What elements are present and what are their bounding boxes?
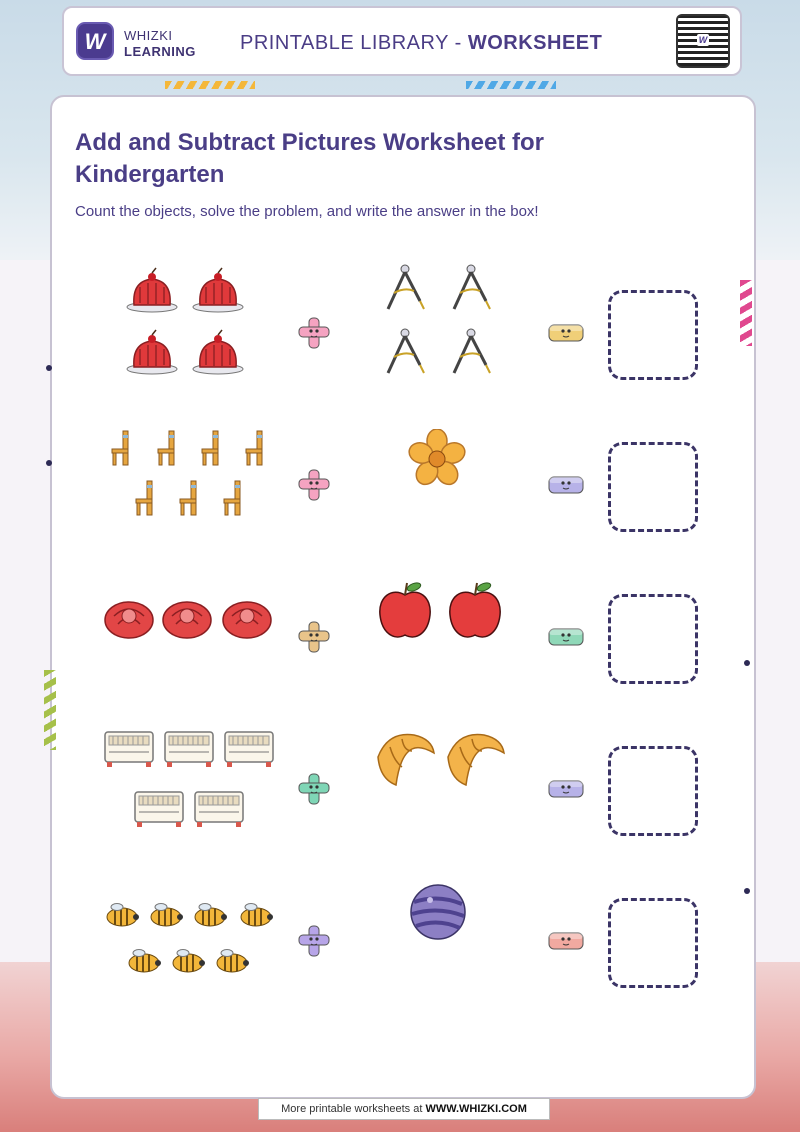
answer-box[interactable] bbox=[608, 290, 698, 380]
problem-row bbox=[100, 572, 710, 702]
plus-sign-icon bbox=[294, 313, 334, 353]
equals-sign-icon bbox=[546, 313, 586, 353]
heater-icon bbox=[194, 790, 244, 835]
jelly-pudding-icon bbox=[192, 267, 244, 318]
bee-icon bbox=[126, 948, 162, 981]
worksheet-instructions: Count the objects, solve the problem, and write the answer in the box! bbox=[75, 203, 539, 220]
footer-url: WWW.WHIZKI.COM bbox=[425, 1103, 527, 1115]
jelly-pudding-icon bbox=[126, 329, 178, 380]
problem-row bbox=[100, 420, 710, 550]
decor-stripe-blue bbox=[466, 81, 556, 89]
croissant-icon bbox=[374, 727, 436, 794]
chair-icon bbox=[244, 429, 266, 472]
heater-icon bbox=[224, 730, 274, 775]
decor-pin bbox=[744, 660, 750, 666]
decor-pin bbox=[46, 460, 52, 466]
compass-icon bbox=[446, 263, 496, 318]
croissant-icon bbox=[444, 727, 506, 794]
footer-text: More printable worksheets at bbox=[281, 1103, 426, 1115]
jelly-pudding-icon bbox=[126, 267, 178, 318]
compass-icon bbox=[380, 263, 430, 318]
chair-icon bbox=[200, 429, 222, 472]
brand-name: WHIZKI bbox=[124, 28, 173, 43]
bee-icon bbox=[238, 902, 274, 935]
problem-row bbox=[100, 876, 710, 1006]
header-prefix: PRINTABLE LIBRARY - bbox=[240, 32, 468, 54]
bee-icon bbox=[148, 902, 184, 935]
problem-row bbox=[100, 268, 710, 398]
bee-icon bbox=[214, 948, 250, 981]
flower-icon bbox=[408, 429, 466, 492]
header-bar bbox=[62, 6, 742, 76]
heater-icon bbox=[164, 730, 214, 775]
bee-icon bbox=[170, 948, 206, 981]
heater-icon bbox=[134, 790, 184, 835]
chair-icon bbox=[156, 429, 178, 472]
plus-sign-icon bbox=[294, 465, 334, 505]
apple-icon bbox=[446, 581, 504, 648]
rose-icon bbox=[222, 596, 272, 645]
answer-box[interactable] bbox=[608, 898, 698, 988]
decor-pin bbox=[744, 888, 750, 894]
compass-icon bbox=[380, 327, 430, 382]
plus-sign-icon bbox=[294, 769, 334, 809]
whizki-logo[interactable] bbox=[76, 22, 114, 60]
decor-pin bbox=[46, 365, 52, 371]
header-emphasis: WORKSHEET bbox=[467, 32, 603, 54]
chair-icon bbox=[110, 429, 132, 472]
planet-icon bbox=[408, 882, 468, 947]
equals-sign-icon bbox=[546, 465, 586, 505]
chair-icon bbox=[222, 479, 244, 522]
chair-icon bbox=[178, 479, 200, 522]
equals-sign-icon bbox=[546, 769, 586, 809]
plus-sign-icon bbox=[294, 921, 334, 961]
answer-box[interactable] bbox=[608, 594, 698, 684]
qr-code-icon[interactable] bbox=[676, 14, 730, 68]
footer-link[interactable] bbox=[258, 1098, 550, 1120]
decor-stripe-yellow bbox=[165, 81, 255, 89]
rose-icon bbox=[104, 596, 154, 645]
decor-stripe-green bbox=[44, 670, 56, 750]
brand-subname: LEARNING bbox=[124, 44, 196, 59]
equals-sign-icon bbox=[546, 921, 586, 961]
worksheet-title: Add and Subtract Pictures Worksheet for Kindergarten bbox=[75, 129, 544, 188]
logo-letter: W bbox=[84, 29, 106, 54]
qr-logo-icon: W bbox=[698, 35, 708, 45]
apple-icon bbox=[376, 581, 434, 648]
chair-icon bbox=[134, 479, 156, 522]
decor-stripe-pink bbox=[740, 280, 752, 346]
rose-icon bbox=[162, 596, 212, 645]
bee-icon bbox=[104, 902, 140, 935]
header-title bbox=[240, 32, 602, 55]
plus-sign-icon bbox=[294, 617, 334, 657]
bee-icon bbox=[192, 902, 228, 935]
answer-box[interactable] bbox=[608, 746, 698, 836]
answer-box[interactable] bbox=[608, 442, 698, 532]
problem-row bbox=[100, 724, 710, 854]
compass-icon bbox=[446, 327, 496, 382]
heater-icon bbox=[104, 730, 154, 775]
jelly-pudding-icon bbox=[192, 329, 244, 380]
equals-sign-icon bbox=[546, 617, 586, 657]
